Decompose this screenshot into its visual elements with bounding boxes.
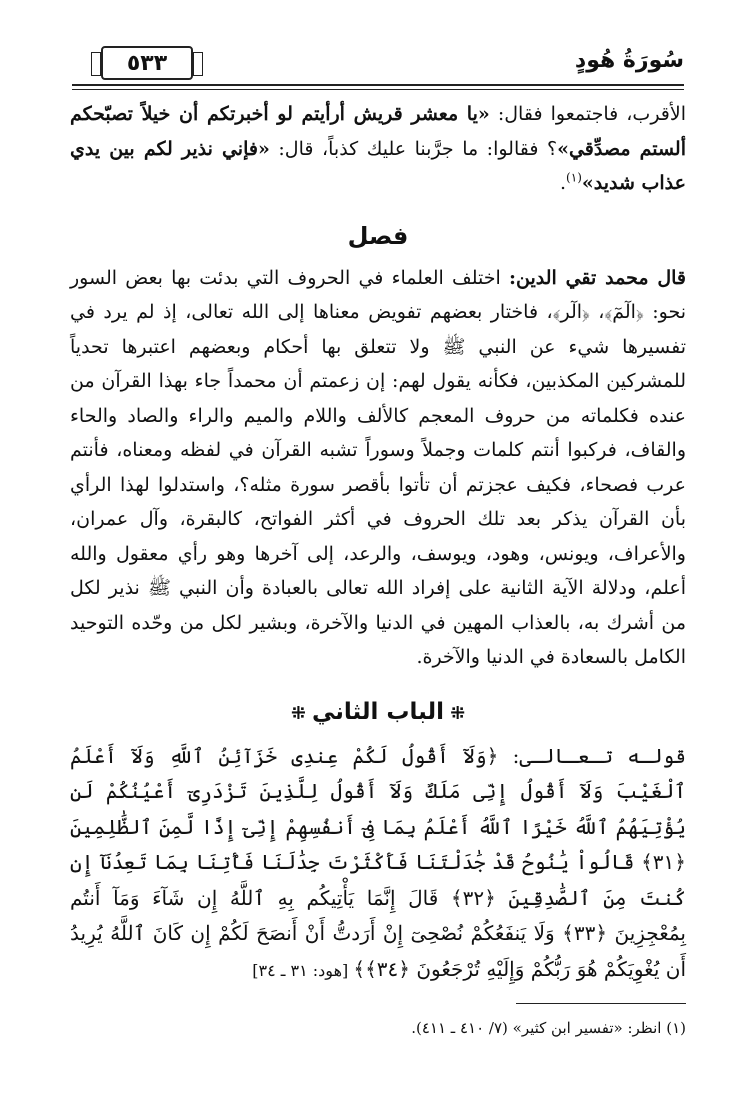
intro-text-1: الأقرب، فاجتمعوا فقال: (489, 103, 687, 125)
intro-paragraph (70, 97, 686, 201)
author-lead: قال محمد تقي الدين: (508, 266, 686, 289)
footnote-rule (516, 1003, 686, 1004)
fasl-paragraph (70, 261, 686, 675)
intro-text-2: ؟ فقالوا: ما جرَّبنا عليك كذباً، قال: (269, 137, 558, 160)
quran-verse: ﴿وَلَآ أَقُولُ لَكُمْ عِندِى خَزَآئِنُ ٱللَّهِ وَلَآ أَعْلَمُ ٱلْغَيْبَ وَلَآ أَقُولُ إِنِّى مَلَكٌ وَلَآ أَقُولُ لِلَّذِينَ تَزْدَرِىٓ أَعْيُنُكُمْ لَن يُؤْتِيَهُمُ ٱللَّهُ خَيْرًا ٱللَّهُ أَعْلَمُ بِمَا فِىٓ أَنفُسِهِمْ إِنِّىٓ إِذًا لَّمِنَ ٱلظَّٰلِمِينَ ﴿٣١﴾ قَالُواْ يَٰنُوحُ قَدْ جَٰدَلْتَنَا فَأَكْثَرْتَ جِدَٰلَنَا فَأْتِنَا بِمَا تَعِدُنَآ إِن كُنتَ مِنَ ٱلصَّٰدِقِينَ ﴿٣٢﴾ قَالَ إِنَّمَا يَأْتِيكُم بِهِ ٱللَّهُ إِن شَآءَ وَمَآ أَنتُم بِمُعْجِزِينَ ﴿٣٣﴾ وَلَا يَنفَعُكُمْ نُصْحِىٓ إِنْ أَرَدتُّ أَنْ أَنصَحَ لَكُمْ إِن كَانَ ٱللَّهُ يُرِيدُ أَن يُغْوِيَكُمْ هُوَ رَبُّكُمْ وَإِلَيْهِ تُرْجَعُونَ ﴿٣٤﴾﴾ (70, 743, 686, 982)
header-rule (72, 84, 684, 86)
page-number: ٥٣٣ (126, 50, 168, 76)
verse-citation: [هود: ٣١ ـ ٣٤] (252, 961, 354, 981)
hadith-quote-2: «فإني نذير لكم بين يدي عذاب شديد» (70, 137, 686, 194)
header-rule-thin (72, 89, 684, 90)
hadith-quote-1: «يا معشر قريش أرأيتم لو أخبرتكم أن خيلاً تصبّحكم ألستم مصدِّقي» (70, 103, 686, 160)
verse-block (70, 739, 686, 989)
footnotes (70, 1003, 686, 1044)
footnote-1: (١) انظر: «تفسير ابن كثير» (٧/ ٤١٠ ـ ٤١١). (411, 1019, 686, 1037)
chapter-title: الباب الثاني (311, 698, 445, 725)
page-body (70, 97, 686, 989)
ornament-icon: ⁜ (450, 702, 466, 724)
verse-lead: قولـه تـعـالـى: (498, 743, 686, 768)
footnote-ref[interactable]: (١) (566, 170, 582, 185)
verse-paragraph (70, 739, 686, 989)
page-number-frame (101, 46, 193, 80)
page-header (0, 36, 756, 96)
sura-name: سُورَةُ هُودٍ (574, 48, 684, 73)
intro-text-3: . (560, 172, 567, 194)
fasl-text: اختلف العلماء في الحروف التي بدئت بها بعض السور نحو: ﴿الٓمٓ﴾، ﴿الٓر﴾، فاختار بعضهم تفويض معناها إلى الله تعالى، إذ لم يرد في تفسيرها شيء عن النبي ﷺ ولا تتعلق بها أحكام وبعضهم اعتبرها تحدياً للمشركين المكذبين، فكأنه يقول لهم: إن زعمتم أن محمداً جاء بهذا القرآن من عنده فكلماته من حروف المعجم كالألف واللام والميم والراء والصاد والحاء والقاف، فركبوا أنتم كلمات وجملاً وسوراً تشبه القرآن في لفظه ومعناه، فأنتم عرب فصحاء، فكيف عجزتم أن تأتوا بأقصر سورة مثله؟، واستدلوا لهذا الرأي بأن القرآن يذكر بعد تلك الحروف في أكثر الفواتح، كالبقرة، وآل عمران، والأعراف، ويونس، وهود، ويوسف، والرعد، إلى آخرها وهو رأي معقول والله أعلم، ودلالة الآية الثانية على إفراد الله تعالى بالعبادة وأن النبي ﷺ نذير لكل من أشرك به، بالعذاب المهين في الدنيا والآخرة، وبشير لكل من وحّده التوحيد الكامل بالسعادة في الدنيا والآخرة. (70, 266, 686, 668)
section-title: فصل (347, 221, 409, 250)
ornament-icon: ⁜ (290, 702, 306, 724)
chapter-heading (70, 685, 686, 739)
